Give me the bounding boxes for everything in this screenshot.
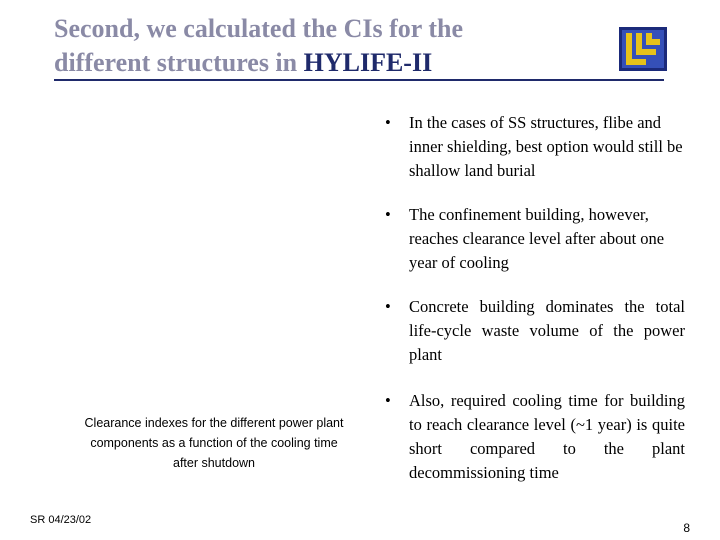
title-underline <box>54 79 664 81</box>
bullet-dot: • <box>385 391 391 410</box>
figure-caption: Clearance indexes for the different power plant components as a function of the cooling time after shutdown <box>84 416 344 470</box>
bullet-dot: • <box>385 113 391 132</box>
bullet-item-4 <box>385 389 685 485</box>
bullet-dot: • <box>385 205 391 224</box>
footer-date: SR 04/23/02 <box>30 514 92 526</box>
bullet-text: The confinement building, however, reaches clearance level after about one year of cooling <box>409 205 665 272</box>
bullet-item-1 <box>385 111 685 183</box>
bullet-text: In the cases of SS structures, flibe and inner shielding, best option would still be shallow land burial <box>409 113 683 180</box>
bullet-text: Concrete building dominates the total life-cycle waste volume of the power plant <box>409 297 685 364</box>
title-line-1: Second, we calculated the CIs for the <box>54 14 463 43</box>
slide-title <box>54 12 614 80</box>
bullet-item-3 <box>385 295 685 367</box>
bullet-text: Also, required cooling time for building to reach clearance level (~1 year) is quite short compared to the plant decommissioning time <box>409 391 685 482</box>
page-number: 8 <box>683 521 690 535</box>
bullet-list <box>385 111 685 485</box>
title-accent: HYLIFE-II <box>303 48 433 77</box>
bullet-item-2 <box>385 203 685 275</box>
title-line-2 <box>54 46 614 80</box>
bullet-dot: • <box>385 297 391 316</box>
title-line-2-prefix: different structures in <box>54 48 304 77</box>
llnl-logo-icon <box>619 27 667 71</box>
